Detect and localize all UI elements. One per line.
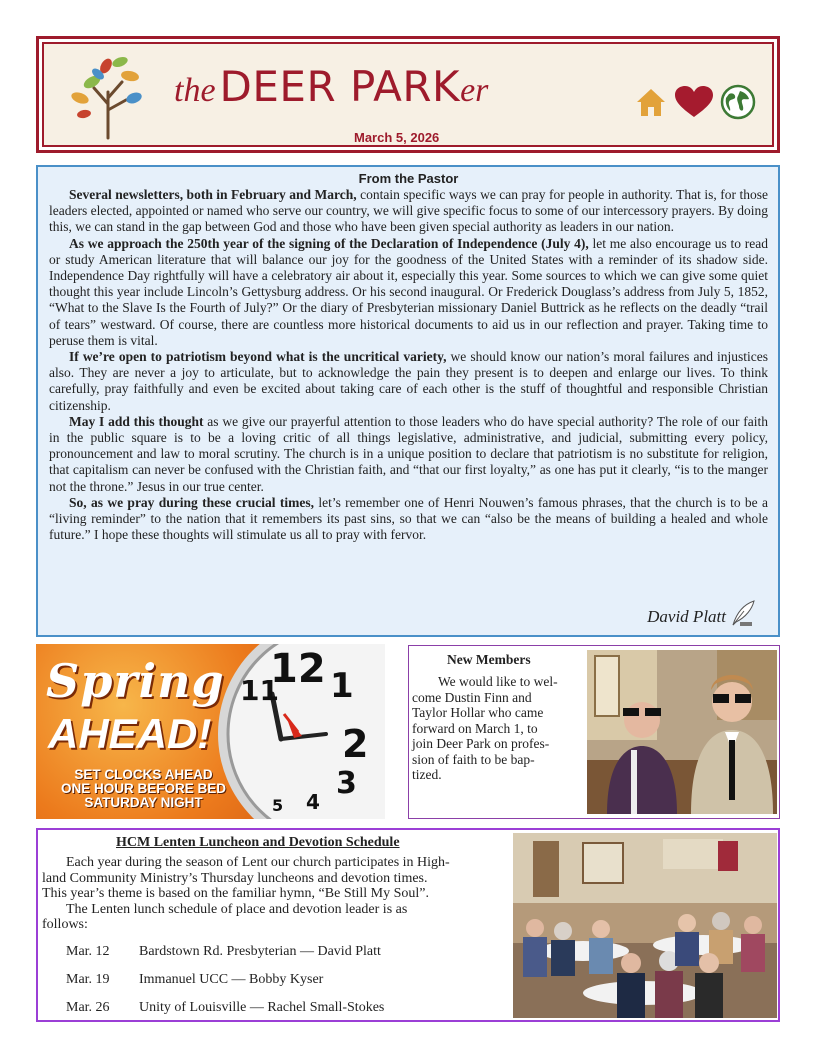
lenten-line: land Community Ministry’s Thursday luncheons and devotion times. — [42, 870, 428, 886]
members-line: come Dustin Finn and — [412, 689, 532, 705]
clock-numeral: 3 — [336, 766, 357, 801]
heart-icon — [674, 85, 714, 119]
paragraph-lead: Several newsletters, both in February and March, — [69, 187, 357, 202]
lenten-line: The Lenten lunch schedule of place and devotion leader is as — [66, 901, 408, 917]
clocks-line: SET CLOCKS AHEAD — [74, 767, 213, 782]
lenten-line: This year’s theme is based on the familiar hymn, “Be Still My Soul”. — [42, 886, 430, 901]
title-suffix: er — [460, 72, 489, 109]
members-line: We would like to wel- — [438, 674, 558, 689]
spring-word: Spring — [46, 654, 225, 708]
clock-numeral: 12 — [270, 646, 326, 692]
ahead-word: AHEAD! — [48, 710, 212, 757]
paragraph-lead: So, as we pray during these crucial times, — [69, 494, 314, 510]
signature-block — [647, 599, 756, 627]
clock-numeral: 4 — [306, 790, 320, 814]
pastor-signature: David Platt — [647, 607, 726, 626]
paragraph-text: contain specific ways we can pray for people in authority. That is, for those leaders elected, appointed or named who serve our country, we will give specific focus to some of our intercessory prayers. By doing this, we can stand in the gap between God and those who have been given special authority as leaders in our nation. — [49, 187, 768, 235]
schedule-row — [66, 1000, 384, 1016]
new-members-text — [412, 674, 582, 783]
lenten-line: Each year during the season of Lent our church participates in High- — [66, 855, 450, 870]
title-prefix: the — [174, 72, 216, 109]
home-icon — [634, 85, 668, 119]
lenten-line: follows: — [42, 917, 88, 932]
paragraph-text: let me also encourage us to read or study American literature that will balance our joy for the goodness of the United States with a reminder of its shadow side. Independence Day rightfully will have a celebratory air about it, especially this year. Some sources to which we can give some quiet thought this year include Lincoln’s Gettysburg address. Or his second inaugural. Or Frederick Douglass’s address from July 5, 1852, “What to the Slave Is the Fourth of July?” Or the diary of Presbyterian missionary Daniel Buttrick as he reflects on the deadly “trail of tears” westward. Of course, there are countless more historical documents to aid us in our reflection and prayer. Taking time to peruse them is vital. — [49, 235, 768, 348]
members-line: sion of faith to be bap- — [412, 751, 535, 767]
schedule-entry: Unity of Louisville — Rachel Small-Stokes — [139, 1000, 385, 1015]
issue-date: March 5, 2026 — [354, 130, 440, 145]
schedule-entry: Immanuel UCC — Bobby Kyser — [139, 972, 324, 987]
paragraph-lead: If we’re open to patriotism beyond what is the uncritical variety, — [69, 349, 447, 365]
clock-numeral: 5 — [272, 796, 284, 815]
article-paragraph — [49, 414, 768, 495]
luncheon-photo — [513, 833, 777, 1018]
article-paragraph — [49, 236, 768, 349]
schedule-entry: Bardstown Rd. Presbyterian — David Platt — [139, 944, 381, 959]
members-line: tized. — [412, 767, 442, 782]
paragraph-text: let’s remember one of Henri Nouwen’s famous phrases, that the church is to be a “living reminder” to the nation that it remembers its past sins, so that we can “also be the means of building a healed and whole future.” I hope these thoughts will stimulate us all to pray with fervor. — [49, 494, 769, 543]
schedule-date: Mar. 19 — [66, 972, 110, 987]
schedule-date: Mar. 12 — [66, 944, 110, 959]
members-line: Taylor Hollar who came — [412, 705, 544, 720]
globe-icon — [720, 84, 756, 120]
lenten-schedule-article — [36, 828, 780, 1022]
lenten-body — [42, 855, 512, 933]
article-paragraph — [49, 187, 768, 236]
schedule-row — [66, 944, 381, 960]
paragraph-text: we should know our nation’s moral failures and injustices also. They are never a joy to articulate, but to acknowledge the pain they present is to deepen and enlarge our lives. To think carefully, pray faithfully and even be excited about taking care of each other is the stuff of thoughtful and responsible Christian citizenship. — [49, 349, 768, 413]
spring-ahead-graphic — [36, 644, 385, 819]
tree-icon — [70, 52, 146, 140]
paragraph-text: as we give our prayerful attention to those leaders who do have special authority? The role of our faith in the public square is to be a loving critic of all things legislative, administrative, and judicial, submitting every policy, pronouncement and law to moral scrutiny. The church is in a unique position to declare that patriotism is no substitute for religion, that capitalism can never be confused with the Christian faith, and “that our first loyalty,” as one has put it clearly, “is to the manger not the throne.” Jesus in our true center. — [49, 413, 768, 494]
new-members-title: New Members — [447, 652, 531, 667]
masthead-panel — [42, 42, 774, 147]
clocks-line: SATURDAY NIGHT — [84, 795, 203, 810]
clock-numeral: 2 — [342, 722, 369, 766]
lenten-title: HCM Lenten Luncheon and Devotion Schedule — [116, 835, 400, 850]
new-members-article — [408, 645, 780, 819]
article-paragraph — [49, 495, 768, 544]
schedule-row — [66, 972, 323, 988]
paragraph-lead: As we approach the 250th year of the signing of the Declaration of Independence (July 4), — [69, 235, 589, 251]
clocks-line: ONE HOUR BEFORE BED — [60, 781, 226, 796]
pastor-article — [36, 165, 780, 637]
paragraph-lead: May I add this thought — [69, 413, 204, 429]
masthead — [36, 36, 780, 153]
title-main: DEER PARK — [219, 62, 461, 111]
quill-icon — [730, 599, 756, 627]
article-heading: From the Pastor — [358, 171, 459, 186]
newsletter-title — [174, 62, 488, 111]
clock-numeral: 1 — [330, 666, 354, 706]
clock-numeral: 11 — [240, 674, 279, 707]
masthead-icons — [634, 84, 756, 120]
new-members-photo — [587, 650, 777, 814]
members-line: join Deer Park on profes- — [412, 736, 550, 751]
article-paragraph — [49, 349, 768, 414]
schedule-date: Mar. 26 — [66, 1000, 110, 1015]
members-line: forward on March 1, to — [412, 720, 538, 736]
